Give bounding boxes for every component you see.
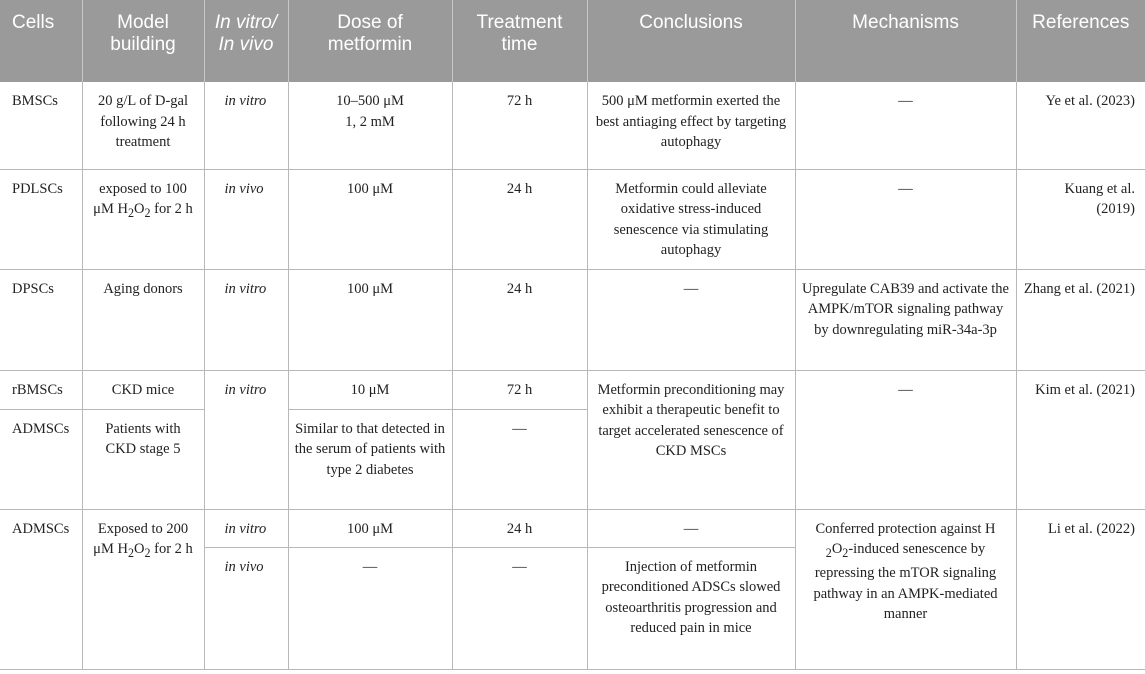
- model-building: Exposed to 200 μM $H_2O_2$ for 2 h: [82, 509, 204, 669]
- conclusion: Injection of metformin preconditioned ADSCs slowed osteoarthritis progression and reduced pain in mice: [587, 547, 795, 669]
- in-vitro-in-vivo: in vitro: [204, 269, 288, 370]
- header-model-building: Model building: [82, 0, 204, 82]
- header-conclusions: Conclusions: [587, 0, 795, 82]
- header-references: References: [1016, 0, 1145, 82]
- treatment-time: 72 h: [452, 82, 587, 169]
- conclusion: —: [587, 269, 795, 370]
- header-row: [0, 0, 1145, 82]
- mechanism: —: [795, 169, 1016, 269]
- model-building: Aging donors: [82, 269, 204, 370]
- dose: 100 μM: [288, 509, 452, 547]
- reference: Kuang et al. (2019): [1016, 169, 1145, 269]
- table-row: [0, 509, 1145, 547]
- in-vitro-in-vivo: in vivo: [204, 547, 288, 669]
- conclusion: —: [587, 509, 795, 547]
- cell-type: PDLSCs: [0, 169, 82, 269]
- in-vitro-in-vivo: in vitro: [204, 82, 288, 169]
- dose: Similar to that detected in the serum of patients with type 2 diabetes: [288, 409, 452, 509]
- table-row: [0, 169, 1145, 269]
- conclusion: Metformin preconditioning may exhibit a therapeutic benefit to target accelerated senescence of CKD MSCs: [587, 370, 795, 509]
- treatment-time: 24 h: [452, 509, 587, 547]
- model-building: 20 g/L of D-gal following 24 h treatment: [82, 82, 204, 169]
- treatment-time: —: [452, 547, 587, 669]
- conclusion: Metformin could alleviate oxidative stress-induced senescence via stimulating autophagy: [587, 169, 795, 269]
- header-dose: Dose of metformin: [288, 0, 452, 82]
- header-treatment-time: Treatment time: [452, 0, 587, 82]
- in-vitro-in-vivo: in vitro: [204, 370, 288, 509]
- cell-type: BMSCs: [0, 82, 82, 169]
- cell-type: rBMSCs: [0, 370, 82, 409]
- cell-type: DPSCs: [0, 269, 82, 370]
- in-vitro-in-vivo: in vivo: [204, 169, 288, 269]
- model-building: Patients with CKD stage 5: [82, 409, 204, 509]
- cell-type: ADMSCs: [0, 409, 82, 509]
- conclusion: 500 μM metformin exerted the best antiaging effect by targeting autophagy: [587, 82, 795, 169]
- treatment-time: —: [452, 409, 587, 509]
- header-in-vivo: In vivo: [218, 34, 274, 55]
- reference: Zhang et al. (2021): [1016, 269, 1145, 370]
- header-mechanisms: Mechanisms: [795, 0, 1016, 82]
- treatment-time: 24 h: [452, 169, 587, 269]
- header-in-vitro-in-vivo: [204, 0, 288, 82]
- table-row: [0, 370, 1145, 409]
- reference: Li et al. (2022): [1016, 509, 1145, 669]
- reference: Ye et al. (2023): [1016, 82, 1145, 169]
- table-row: [0, 82, 1145, 169]
- treatment-time: 24 h: [452, 269, 587, 370]
- header-cells: Cells: [0, 0, 82, 82]
- mechanism: —: [795, 82, 1016, 169]
- cell-type: ADMSCs: [0, 509, 82, 669]
- model-building: exposed to 100 μM $H_2O_2$ for 2 h: [82, 169, 204, 269]
- treatment-time: 72 h: [452, 370, 587, 409]
- mechanism: —: [795, 370, 1016, 509]
- dose: 10 μM: [288, 370, 452, 409]
- model-building: CKD mice: [82, 370, 204, 409]
- dose: 100 μM: [288, 169, 452, 269]
- in-vitro-in-vivo: in vitro: [204, 509, 288, 547]
- mechanism: Conferred protection against H $_2O_2$-induced senescence by repressing the mTOR signaling pathway in an AMPK-mediated manner: [795, 509, 1016, 669]
- mechanism: Upregulate CAB39 and activate the AMPK/mTOR signaling pathway by downregulating miR-34a-3p: [795, 269, 1016, 370]
- dose: —: [288, 547, 452, 669]
- reference: Kim et al. (2021): [1016, 370, 1145, 509]
- dose: 100 μM: [288, 269, 452, 370]
- dose: 10–500 μM 1, 2 mM: [288, 82, 452, 169]
- table-row: [0, 269, 1145, 370]
- header-in-vitro: In vitro/: [214, 12, 278, 33]
